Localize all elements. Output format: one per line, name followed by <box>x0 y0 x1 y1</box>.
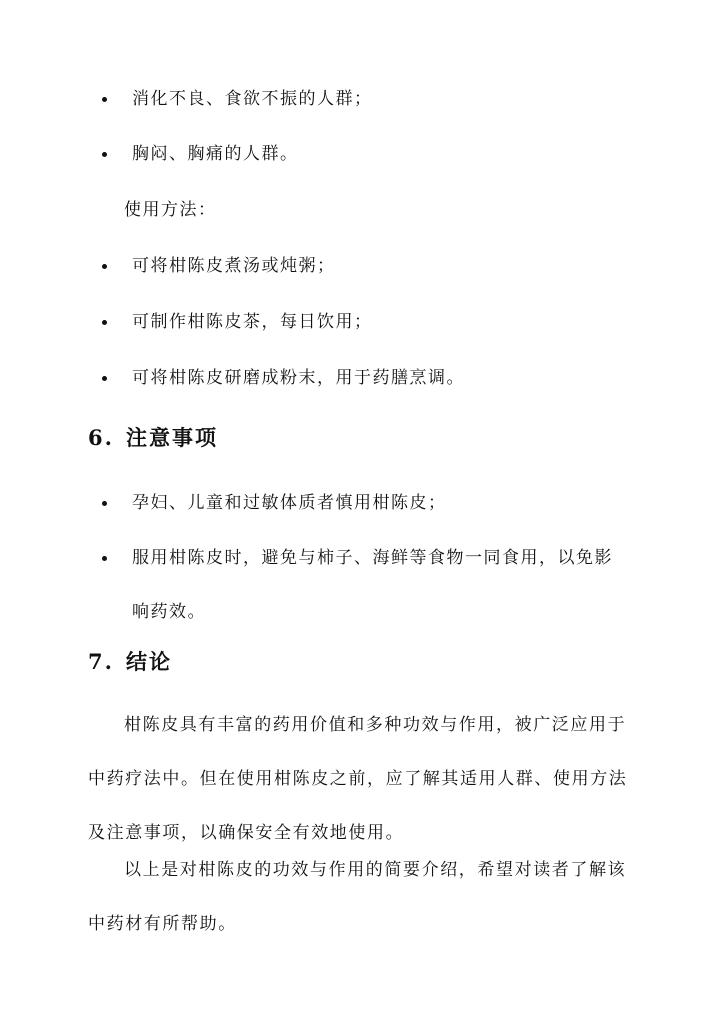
section-heading <box>88 418 218 458</box>
paragraph: 以上是对柑陈皮的功效与作用的简要介绍，希望对读者了解该中药材有所帮助。 <box>88 860 627 934</box>
bullet-icon <box>102 556 107 561</box>
list-item <box>108 72 648 126</box>
list-item <box>108 351 648 405</box>
list-item-text: 胸闷、胸痛的人群。 <box>132 144 299 164</box>
section-number: 6. <box>88 425 114 450</box>
paragraph: 柑陈皮具有丰富的药用价值和多种功效与作用，被广泛应用于中药疗法中。但在使用柑陈皮之前，应了解其适用人群、使用方法及注意事项，以确保安全有效地使用。 <box>88 715 628 843</box>
list-item <box>108 295 648 349</box>
list-item-text: 孕妇、儿童和过敏体质者慎用柑陈皮； <box>132 493 447 513</box>
section-title: 注意事项 <box>126 425 218 450</box>
bullet-icon <box>102 320 107 325</box>
bullet-icon <box>102 376 107 381</box>
bullet-icon <box>102 501 107 506</box>
list-item <box>108 531 628 639</box>
list-item-text: 可将柑陈皮研磨成粉末，用于药膳烹调。 <box>132 368 465 388</box>
list-item-text: 消化不良、食欲不振的人群； <box>132 89 373 109</box>
list-item <box>108 127 648 181</box>
bullet-icon <box>102 97 107 102</box>
usage-label: 使用方法： <box>124 200 217 220</box>
list-item-text: 可将柑陈皮煮汤或炖粥； <box>132 256 336 276</box>
section-heading <box>88 642 172 682</box>
list-item-text: 服用柑陈皮时，避免与柿子、海鲜等食物一同食用，以免影响药效。 <box>132 548 613 622</box>
bullet-icon <box>102 264 107 269</box>
section-title: 结论 <box>126 649 172 674</box>
list-item-text: 可制作柑陈皮茶，每日饮用； <box>132 312 373 332</box>
section-number: 7. <box>88 649 114 674</box>
bullet-icon <box>102 152 107 157</box>
list-item <box>108 239 648 293</box>
list-item <box>108 476 648 530</box>
